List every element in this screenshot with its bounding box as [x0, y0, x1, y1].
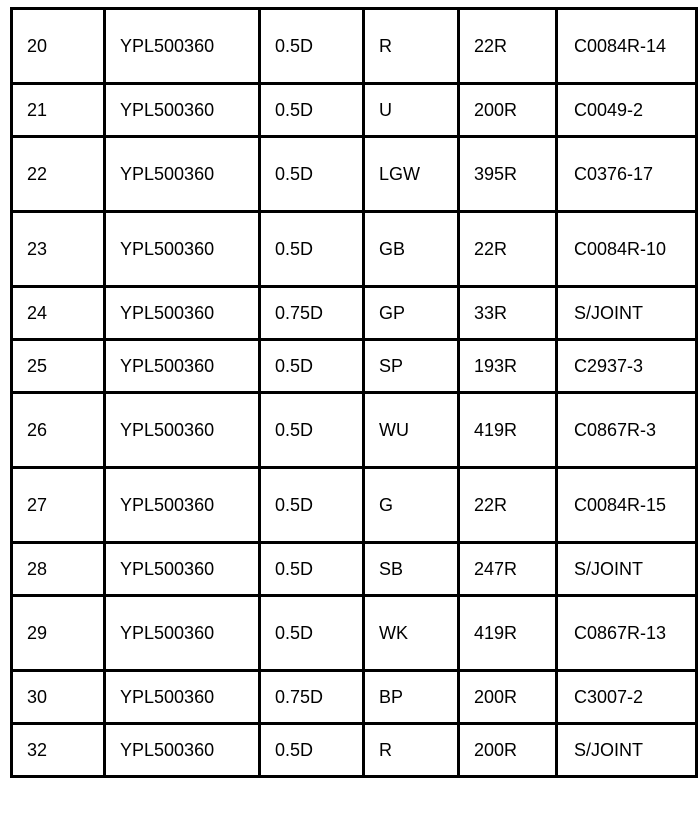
wire-size-cell: 0.5D	[260, 9, 364, 84]
part-number-cell: YPL500360	[105, 287, 260, 340]
wire-color-cell: GB	[364, 212, 459, 287]
row-number-cell: 20	[12, 9, 105, 84]
part-number-cell: YPL500360	[105, 724, 260, 777]
connector-ref-cell: C0084R-15	[557, 468, 697, 543]
table-row	[12, 137, 697, 212]
wire-list-table	[10, 7, 698, 778]
wire-length-cell: 247R	[459, 543, 557, 596]
part-number-cell: YPL500360	[105, 84, 260, 137]
wire-length-cell: 200R	[459, 724, 557, 777]
wire-length-cell: 193R	[459, 340, 557, 393]
table-row	[12, 596, 697, 671]
connector-ref-cell: S/JOINT	[557, 724, 697, 777]
connector-ref-cell: C0084R-14	[557, 9, 697, 84]
wire-length-cell: 22R	[459, 9, 557, 84]
wire-color-cell: BP	[364, 671, 459, 724]
wire-size-cell: 0.5D	[260, 543, 364, 596]
wire-length-cell: 419R	[459, 596, 557, 671]
wire-length-cell: 419R	[459, 393, 557, 468]
wire-color-cell: SP	[364, 340, 459, 393]
table-row	[12, 212, 697, 287]
wire-size-cell: 0.5D	[260, 340, 364, 393]
connector-ref-cell: S/JOINT	[557, 543, 697, 596]
wire-color-cell: GP	[364, 287, 459, 340]
part-number-cell: YPL500360	[105, 468, 260, 543]
wire-color-cell: R	[364, 9, 459, 84]
connector-ref-cell: C0049-2	[557, 84, 697, 137]
table-row	[12, 393, 697, 468]
row-number-cell: 24	[12, 287, 105, 340]
part-number-cell: YPL500360	[105, 543, 260, 596]
wire-color-cell: R	[364, 724, 459, 777]
row-number-cell: 22	[12, 137, 105, 212]
wire-length-cell: 22R	[459, 212, 557, 287]
wire-size-cell: 0.75D	[260, 671, 364, 724]
connector-ref-cell: C0084R-10	[557, 212, 697, 287]
wire-size-cell: 0.5D	[260, 393, 364, 468]
table-row	[12, 543, 697, 596]
wire-color-cell: WK	[364, 596, 459, 671]
wire-color-cell: LGW	[364, 137, 459, 212]
connector-ref-cell: C0867R-3	[557, 393, 697, 468]
wire-color-cell: U	[364, 84, 459, 137]
part-number-cell: YPL500360	[105, 671, 260, 724]
wire-size-cell: 0.75D	[260, 287, 364, 340]
part-number-cell: YPL500360	[105, 137, 260, 212]
wire-length-cell: 22R	[459, 468, 557, 543]
wire-size-cell: 0.5D	[260, 212, 364, 287]
part-number-cell: YPL500360	[105, 393, 260, 468]
row-number-cell: 21	[12, 84, 105, 137]
connector-ref-cell: C0867R-13	[557, 596, 697, 671]
connector-ref-cell: S/JOINT	[557, 287, 697, 340]
part-number-cell: YPL500360	[105, 596, 260, 671]
row-number-cell: 26	[12, 393, 105, 468]
row-number-cell: 23	[12, 212, 105, 287]
wire-length-cell: 395R	[459, 137, 557, 212]
wire-size-cell: 0.5D	[260, 84, 364, 137]
wire-size-cell: 0.5D	[260, 468, 364, 543]
row-number-cell: 29	[12, 596, 105, 671]
part-number-cell: YPL500360	[105, 340, 260, 393]
wire-color-cell: G	[364, 468, 459, 543]
wire-length-cell: 200R	[459, 671, 557, 724]
wire-length-cell: 33R	[459, 287, 557, 340]
row-number-cell: 30	[12, 671, 105, 724]
connector-ref-cell: C3007-2	[557, 671, 697, 724]
connector-ref-cell: C2937-3	[557, 340, 697, 393]
wire-length-cell: 200R	[459, 84, 557, 137]
row-number-cell: 32	[12, 724, 105, 777]
table-row	[12, 468, 697, 543]
wire-color-cell: WU	[364, 393, 459, 468]
table-row	[12, 84, 697, 137]
wire-size-cell: 0.5D	[260, 137, 364, 212]
wire-color-cell: SB	[364, 543, 459, 596]
part-number-cell: YPL500360	[105, 9, 260, 84]
row-number-cell: 28	[12, 543, 105, 596]
connector-ref-cell: C0376-17	[557, 137, 697, 212]
table-row	[12, 671, 697, 724]
table-row	[12, 9, 697, 84]
table-row	[12, 287, 697, 340]
wire-size-cell: 0.5D	[260, 724, 364, 777]
table-row	[12, 340, 697, 393]
row-number-cell: 27	[12, 468, 105, 543]
part-number-cell: YPL500360	[105, 212, 260, 287]
row-number-cell: 25	[12, 340, 105, 393]
table-row	[12, 724, 697, 777]
wire-size-cell: 0.5D	[260, 596, 364, 671]
